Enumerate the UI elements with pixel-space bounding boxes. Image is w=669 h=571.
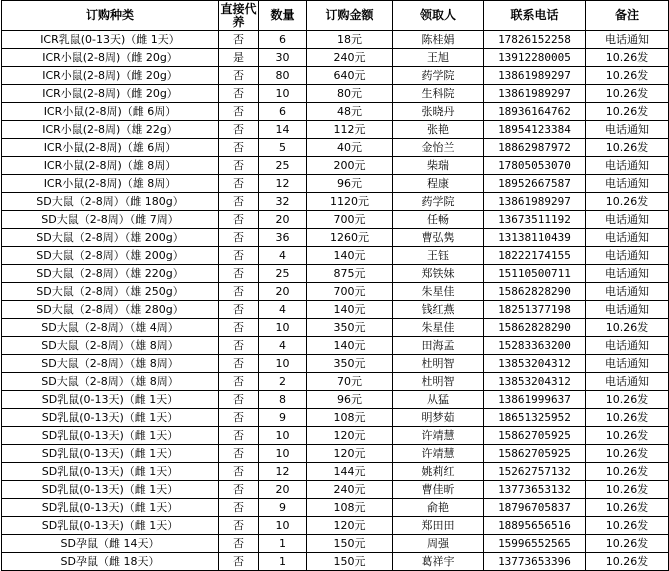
recipient-cell: 郑铁妹	[393, 265, 484, 283]
amount-cell: 240元	[307, 49, 393, 67]
table-row	[2, 535, 669, 553]
phone-cell: 13773653132	[484, 481, 586, 499]
remark-cell: 10.26发	[586, 463, 669, 481]
remark-cell: 电话通知	[586, 121, 669, 139]
remark-cell: 电话通知	[586, 211, 669, 229]
quantity-cell: 8	[259, 391, 307, 409]
recipient-cell: 葛祥宇	[393, 553, 484, 571]
quantity-cell: 20	[259, 283, 307, 301]
table-row	[2, 283, 669, 301]
remark-cell: 10.26发	[586, 391, 669, 409]
phone-cell: 13853204312	[484, 373, 586, 391]
header-row	[2, 1, 669, 31]
amount-cell: 120元	[307, 427, 393, 445]
product-cell: SD乳鼠(0-13天)（雌 1天）	[2, 391, 219, 409]
product-cell: SD大鼠（2-8周）（雄 8周）	[2, 373, 219, 391]
quantity-cell: 10	[259, 445, 307, 463]
phone-cell: 18936164762	[484, 103, 586, 121]
direct-raising-cell: 否	[219, 553, 259, 571]
quantity-cell: 2	[259, 373, 307, 391]
phone-cell: 13861989297	[484, 85, 586, 103]
table-row	[2, 175, 669, 193]
quantity-cell: 10	[259, 427, 307, 445]
amount-cell: 18元	[307, 31, 393, 49]
phone-cell: 15862705925	[484, 427, 586, 445]
product-cell: ICR小鼠(2-8周)（雌 20g）	[2, 67, 219, 85]
product-cell: SD乳鼠(0-13天)（雌 1天）	[2, 499, 219, 517]
direct-raising-cell: 否	[219, 463, 259, 481]
table-row	[2, 391, 669, 409]
quantity-cell: 10	[259, 85, 307, 103]
quantity-cell: 30	[259, 49, 307, 67]
phone-cell: 13773653396	[484, 553, 586, 571]
table-row	[2, 193, 669, 211]
amount-cell: 120元	[307, 445, 393, 463]
direct-raising-cell: 否	[219, 265, 259, 283]
remark-cell: 10.26发	[586, 499, 669, 517]
phone-cell: 18222174155	[484, 247, 586, 265]
direct-raising-cell: 否	[219, 427, 259, 445]
table-row	[2, 49, 669, 67]
amount-cell: 40元	[307, 139, 393, 157]
remark-cell: 电话通知	[586, 301, 669, 319]
amount-cell: 150元	[307, 553, 393, 571]
quantity-cell: 1	[259, 535, 307, 553]
direct-raising-cell: 否	[219, 283, 259, 301]
quantity-cell: 4	[259, 301, 307, 319]
amount-cell: 1260元	[307, 229, 393, 247]
amount-cell: 108元	[307, 409, 393, 427]
header-cell-quantity: 数量	[259, 1, 307, 31]
phone-cell: 15110500711	[484, 265, 586, 283]
quantity-cell: 20	[259, 211, 307, 229]
header-cell-amount: 订购金额	[307, 1, 393, 31]
phone-cell: 15862828290	[484, 319, 586, 337]
direct-raising-cell: 否	[219, 319, 259, 337]
quantity-cell: 10	[259, 517, 307, 535]
direct-raising-cell: 否	[219, 445, 259, 463]
product-cell: SD乳鼠(0-13天)（雌 1天）	[2, 517, 219, 535]
product-cell: ICR小鼠(2-8周)（雌 6周）	[2, 103, 219, 121]
table-row	[2, 247, 669, 265]
product-cell: SD大鼠（2-8周）（雌 180g）	[2, 193, 219, 211]
phone-cell: 13138110439	[484, 229, 586, 247]
recipient-cell: 明梦茹	[393, 409, 484, 427]
quantity-cell: 1	[259, 553, 307, 571]
direct-raising-cell: 否	[219, 355, 259, 373]
amount-cell: 108元	[307, 499, 393, 517]
product-cell: SD乳鼠(0-13天)（雌 1天）	[2, 481, 219, 499]
remark-cell: 电话通知	[586, 265, 669, 283]
recipient-cell: 田海孟	[393, 337, 484, 355]
phone-cell: 13673511192	[484, 211, 586, 229]
table-row	[2, 355, 669, 373]
remark-cell: 电话通知	[586, 283, 669, 301]
recipient-cell: 朱星佳	[393, 319, 484, 337]
amount-cell: 112元	[307, 121, 393, 139]
amount-cell: 240元	[307, 481, 393, 499]
header-cell-product: 订购种类	[2, 1, 219, 31]
quantity-cell: 14	[259, 121, 307, 139]
recipient-cell: 朱星佳	[393, 283, 484, 301]
amount-cell: 875元	[307, 265, 393, 283]
remark-cell: 10.26发	[586, 553, 669, 571]
phone-cell: 13861989297	[484, 67, 586, 85]
product-cell: SD大鼠（2-8周）（雄 8周）	[2, 337, 219, 355]
remark-cell: 10.26发	[586, 517, 669, 535]
amount-cell: 80元	[307, 85, 393, 103]
recipient-cell: 许靖慧	[393, 427, 484, 445]
amount-cell: 150元	[307, 535, 393, 553]
table-row	[2, 481, 669, 499]
recipient-cell: 生科院	[393, 85, 484, 103]
remark-cell: 10.26发	[586, 409, 669, 427]
amount-cell: 140元	[307, 337, 393, 355]
phone-cell: 17826152258	[484, 31, 586, 49]
amount-cell: 640元	[307, 67, 393, 85]
remark-cell: 10.26发	[586, 67, 669, 85]
recipient-cell: 钱红燕	[393, 301, 484, 319]
direct-raising-cell: 否	[219, 211, 259, 229]
direct-raising-cell: 否	[219, 193, 259, 211]
remark-cell: 10.26发	[586, 85, 669, 103]
table-row	[2, 553, 669, 571]
quantity-cell: 36	[259, 229, 307, 247]
phone-cell: 18952667587	[484, 175, 586, 193]
remark-cell: 电话通知	[586, 157, 669, 175]
direct-raising-cell: 否	[219, 535, 259, 553]
phone-cell: 15862705925	[484, 445, 586, 463]
recipient-cell: 曹佳昕	[393, 481, 484, 499]
product-cell: SD大鼠（2-8周）（雌 7周）	[2, 211, 219, 229]
table-row	[2, 373, 669, 391]
amount-cell: 200元	[307, 157, 393, 175]
remark-cell: 电话通知	[586, 355, 669, 373]
phone-cell: 18895656516	[484, 517, 586, 535]
table-row	[2, 517, 669, 535]
remark-cell: 电话通知	[586, 175, 669, 193]
direct-raising-cell: 是	[219, 49, 259, 67]
recipient-cell: 曹弘隽	[393, 229, 484, 247]
direct-raising-cell: 否	[219, 157, 259, 175]
amount-cell: 96元	[307, 391, 393, 409]
direct-raising-cell: 否	[219, 409, 259, 427]
direct-raising-cell: 否	[219, 121, 259, 139]
phone-cell: 13853204312	[484, 355, 586, 373]
header-cell-direct-raising: 直接代养	[220, 1, 257, 29]
recipient-cell: 王钰	[393, 247, 484, 265]
recipient-cell: 柴瑞	[393, 157, 484, 175]
recipient-cell: 从猛	[393, 391, 484, 409]
remark-cell: 10.26发	[586, 193, 669, 211]
product-cell: SD大鼠（2-8周）（雄 280g）	[2, 301, 219, 319]
product-cell: SD大鼠（2-8周）（雄 250g）	[2, 283, 219, 301]
product-cell: SD大鼠（2-8周）（雄 220g）	[2, 265, 219, 283]
recipient-cell: 郑田田	[393, 517, 484, 535]
quantity-cell: 10	[259, 355, 307, 373]
direct-raising-cell: 否	[219, 301, 259, 319]
quantity-cell: 10	[259, 319, 307, 337]
table-row	[2, 463, 669, 481]
recipient-cell: 周强	[393, 535, 484, 553]
product-cell: SD乳鼠(0-13天)（雌 1天）	[2, 463, 219, 481]
direct-raising-cell: 否	[219, 85, 259, 103]
direct-raising-cell: 否	[219, 481, 259, 499]
table-row	[2, 427, 669, 445]
table-row	[2, 229, 669, 247]
phone-cell: 18954123384	[484, 121, 586, 139]
table-row	[2, 445, 669, 463]
table-row	[2, 67, 669, 85]
direct-raising-cell: 否	[219, 247, 259, 265]
product-cell: ICR小鼠(2-8周)（雄 8周）	[2, 157, 219, 175]
table-row	[2, 139, 669, 157]
remark-cell: 10.26发	[586, 319, 669, 337]
table-row	[2, 157, 669, 175]
remark-cell: 10.26发	[586, 427, 669, 445]
quantity-cell: 32	[259, 193, 307, 211]
remark-cell: 电话通知	[586, 373, 669, 391]
remark-cell: 电话通知	[586, 31, 669, 49]
product-cell: ICR小鼠(2-8周)（雄 22g）	[2, 121, 219, 139]
direct-raising-cell: 否	[219, 499, 259, 517]
direct-raising-cell: 否	[219, 373, 259, 391]
phone-cell: 18862987972	[484, 139, 586, 157]
product-cell: SD孕鼠（雌 18天）	[2, 553, 219, 571]
phone-cell: 18796705837	[484, 499, 586, 517]
product-cell: SD大鼠（2-8周）（雄 200g）	[2, 229, 219, 247]
product-cell: SD乳鼠(0-13天)（雌 1天）	[2, 409, 219, 427]
quantity-cell: 9	[259, 409, 307, 427]
header-cell-remark: 备注	[586, 1, 669, 31]
product-cell: SD大鼠（2-8周）（雄 4周）	[2, 319, 219, 337]
recipient-cell: 陈桂娟	[393, 31, 484, 49]
amount-cell: 140元	[307, 301, 393, 319]
quantity-cell: 80	[259, 67, 307, 85]
recipient-cell: 程康	[393, 175, 484, 193]
direct-raising-cell: 否	[219, 229, 259, 247]
quantity-cell: 12	[259, 175, 307, 193]
table-row	[2, 265, 669, 283]
phone-cell: 15862828290	[484, 283, 586, 301]
table-row	[2, 409, 669, 427]
direct-raising-cell: 否	[219, 337, 259, 355]
recipient-cell: 许靖慧	[393, 445, 484, 463]
quantity-cell: 9	[259, 499, 307, 517]
remark-cell: 电话通知	[586, 337, 669, 355]
recipient-cell: 杜明智	[393, 373, 484, 391]
recipient-cell: 姚莉红	[393, 463, 484, 481]
product-cell: ICR乳鼠(0-13天)（雌 1天）	[2, 31, 219, 49]
phone-cell: 13912280005	[484, 49, 586, 67]
remark-cell: 10.26发	[586, 535, 669, 553]
product-cell: SD乳鼠(0-13天)（雌 1天）	[2, 427, 219, 445]
quantity-cell: 4	[259, 247, 307, 265]
recipient-cell: 药学院	[393, 67, 484, 85]
remark-cell: 10.26发	[586, 103, 669, 121]
product-cell: SD大鼠（2-8周）（雄 8周）	[2, 355, 219, 373]
amount-cell: 1120元	[307, 193, 393, 211]
table-row	[2, 319, 669, 337]
phone-cell: 15283363200	[484, 337, 586, 355]
amount-cell: 350元	[307, 319, 393, 337]
quantity-cell: 12	[259, 463, 307, 481]
quantity-cell: 20	[259, 481, 307, 499]
quantity-cell: 25	[259, 157, 307, 175]
amount-cell: 144元	[307, 463, 393, 481]
recipient-cell: 药学院	[393, 193, 484, 211]
amount-cell: 96元	[307, 175, 393, 193]
amount-cell: 48元	[307, 103, 393, 121]
quantity-cell: 4	[259, 337, 307, 355]
product-cell: SD孕鼠（雌 14天）	[2, 535, 219, 553]
recipient-cell: 任畅	[393, 211, 484, 229]
product-cell: SD乳鼠(0-13天)（雌 1天）	[2, 445, 219, 463]
product-cell: SD大鼠（2-8周）（雄 200g）	[2, 247, 219, 265]
product-cell: ICR小鼠(2-8周)（雌 20g）	[2, 85, 219, 103]
table-row	[2, 85, 669, 103]
phone-cell: 17805053070	[484, 157, 586, 175]
product-cell: ICR小鼠(2-8周)（雌 20g）	[2, 49, 219, 67]
remark-cell: 10.26发	[586, 481, 669, 499]
recipient-cell: 俞艳	[393, 499, 484, 517]
table-row	[2, 211, 669, 229]
table-row	[2, 499, 669, 517]
order-table	[1, 0, 669, 571]
direct-raising-cell: 否	[219, 103, 259, 121]
product-cell: ICR小鼠(2-8周)（雄 6周）	[2, 139, 219, 157]
recipient-cell: 王旭	[393, 49, 484, 67]
remark-cell: 电话通知	[586, 247, 669, 265]
amount-cell: 70元	[307, 373, 393, 391]
direct-raising-cell: 否	[219, 31, 259, 49]
quantity-cell: 25	[259, 265, 307, 283]
remark-cell: 10.26发	[586, 139, 669, 157]
amount-cell: 700元	[307, 283, 393, 301]
product-cell: ICR小鼠(2-8周)（雄 8周）	[2, 175, 219, 193]
quantity-cell: 6	[259, 31, 307, 49]
direct-raising-cell: 否	[219, 139, 259, 157]
recipient-cell: 张艳	[393, 121, 484, 139]
phone-cell: 18651325952	[484, 409, 586, 427]
amount-cell: 350元	[307, 355, 393, 373]
remark-cell: 电话通知	[586, 229, 669, 247]
header-cell-recipient: 领取人	[393, 1, 484, 31]
remark-cell: 10.26发	[586, 49, 669, 67]
header-cell-phone: 联系电话	[484, 1, 586, 31]
direct-raising-cell: 否	[219, 517, 259, 535]
phone-cell: 15262757132	[484, 463, 586, 481]
recipient-cell: 张晓丹	[393, 103, 484, 121]
recipient-cell: 杜明智	[393, 355, 484, 373]
recipient-cell: 金怡兰	[393, 139, 484, 157]
direct-raising-cell: 否	[219, 67, 259, 85]
amount-cell: 700元	[307, 211, 393, 229]
phone-cell: 15996552565	[484, 535, 586, 553]
amount-cell: 120元	[307, 517, 393, 535]
phone-cell: 13861999637	[484, 391, 586, 409]
remark-cell: 10.26发	[586, 445, 669, 463]
direct-raising-cell: 否	[219, 175, 259, 193]
table-row	[2, 31, 669, 49]
quantity-cell: 5	[259, 139, 307, 157]
phone-cell: 13861989297	[484, 193, 586, 211]
quantity-cell: 6	[259, 103, 307, 121]
direct-raising-cell: 否	[219, 391, 259, 409]
table-row	[2, 301, 669, 319]
table-row	[2, 103, 669, 121]
table-row	[2, 121, 669, 139]
phone-cell: 18251377198	[484, 301, 586, 319]
amount-cell: 140元	[307, 247, 393, 265]
table-row	[2, 337, 669, 355]
